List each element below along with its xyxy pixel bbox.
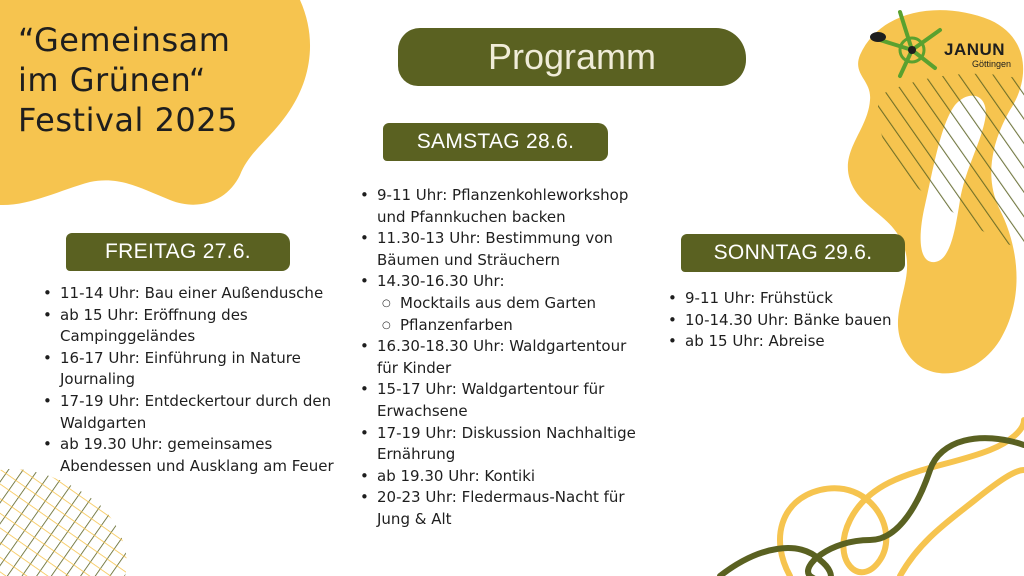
saturday-list xyxy=(360,185,660,531)
list-item: • 15-17 Uhr: Waldgartentour für Erwachsene xyxy=(360,379,660,422)
saturday-heading: SAMSTAG 28.6. xyxy=(383,123,608,161)
logo-sub: Göttingen xyxy=(972,59,1012,69)
title-line-1: “Gemeinsam xyxy=(18,21,231,59)
title-line-2: im Grünen“ xyxy=(18,61,206,99)
program-heading: Programm xyxy=(398,28,746,86)
title-line-3: Festival 2025 xyxy=(18,101,238,139)
list-item: • 9-11 Uhr: Frühstück xyxy=(668,288,908,310)
list-item: • ab 19.30 Uhr: gemeinsames Abendessen und Ausklang am Feuer xyxy=(43,434,343,477)
list-item: • 9-11 Uhr: Pflanzenkohleworkshop und Pfannkuchen backen xyxy=(360,185,660,228)
list-item: • 14.30-16.30 Uhr: xyxy=(360,271,660,293)
list-item: • 11-14 Uhr: Bau einer Außendusche xyxy=(43,283,343,305)
logo-name: JANUN xyxy=(944,40,1006,59)
list-item: • ab 15 Uhr: Eröffnung des Campinggeländes xyxy=(43,305,343,348)
list-item: • 17-19 Uhr: Entdeckertour durch den Waldgarten xyxy=(43,391,343,434)
list-item: • 20-23 Uhr: Fledermaus-Nacht für Jung & Alt xyxy=(360,487,660,530)
list-item: • ab 19.30 Uhr: Kontiki xyxy=(360,466,660,488)
grid-bottom-left xyxy=(0,469,127,576)
list-item: • ab 15 Uhr: Abreise xyxy=(668,331,908,353)
sunday-list xyxy=(668,288,908,353)
festival-title xyxy=(18,20,238,140)
sub-list-item: ○ Pflanzenfarben xyxy=(360,315,660,337)
sub-list-item: ○ Mocktails aus dem Garten xyxy=(360,293,660,315)
friday-heading: FREITAG 27.6. xyxy=(66,233,290,271)
list-item: • 16.30-18.30 Uhr: Waldgartentour für Kinder xyxy=(360,336,660,379)
sunday-heading: SONNTAG 29.6. xyxy=(681,234,905,272)
swirl-yellow-2 xyxy=(900,470,1024,576)
swirl-yellow xyxy=(780,420,1024,576)
friday-list xyxy=(43,283,343,477)
list-item: • 16-17 Uhr: Einführung in Nature Journaling xyxy=(43,348,343,391)
list-item: • 11.30-13 Uhr: Bestimmung von Bäumen und Sträuchern xyxy=(360,228,660,271)
list-item: • 17-19 Uhr: Diskussion Nachhaltige Ernährung xyxy=(360,423,660,466)
list-item: • 10-14.30 Uhr: Bänke bauen xyxy=(668,310,908,332)
